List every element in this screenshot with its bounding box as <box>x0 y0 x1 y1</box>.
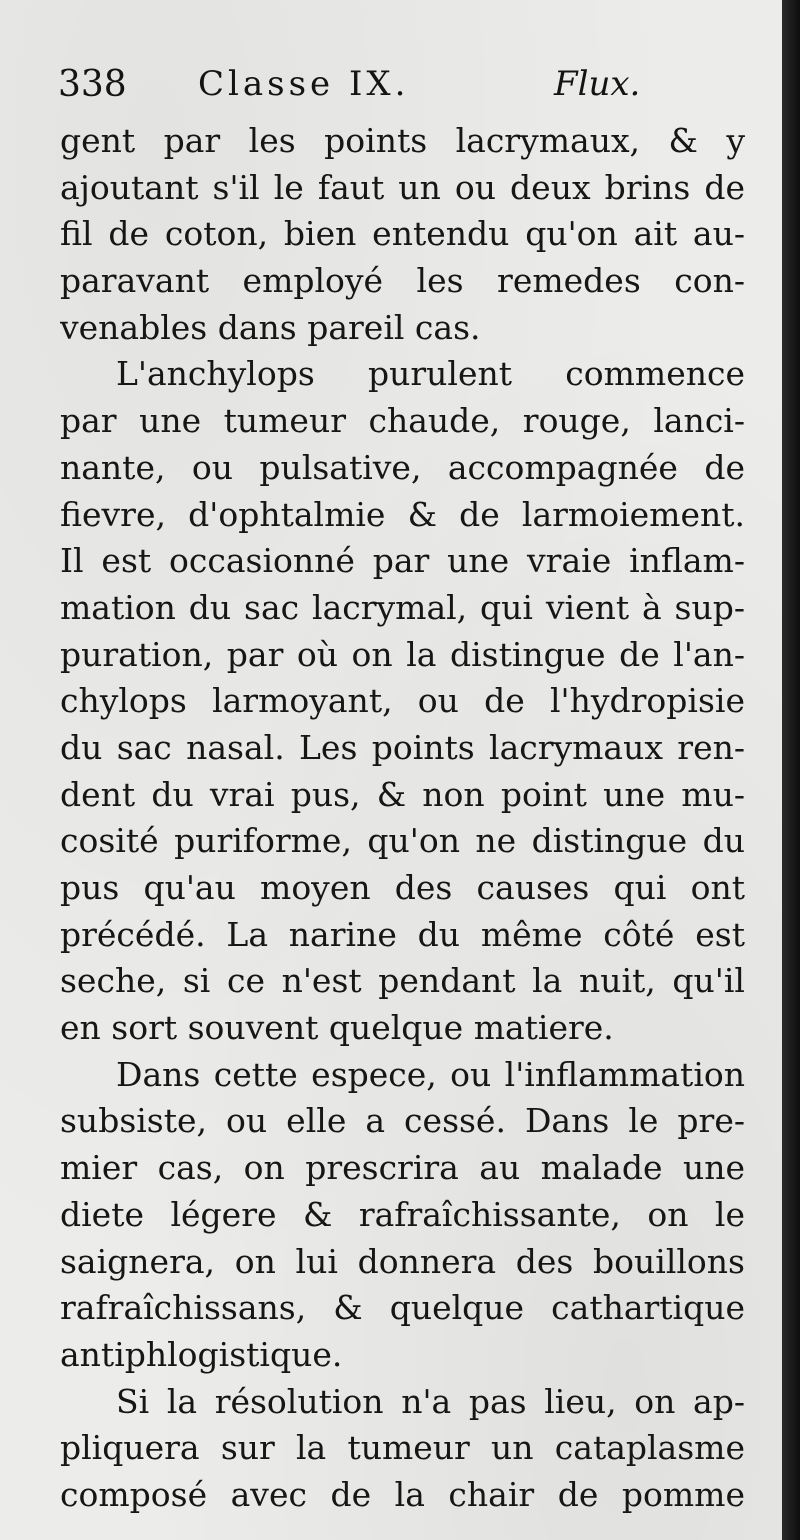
paragraph-start-line: L'anchylops purulent commence <box>116 354 745 394</box>
text-line: diete légere & rafraîchissante, on le <box>60 1194 745 1234</box>
text-line: ajoutant s'il le faut un ou deux brins de <box>60 167 745 207</box>
text-line: fil de coton, bien entendu qu'on ait au- <box>60 214 745 254</box>
text-line: antiphlogistique. <box>60 1334 343 1374</box>
text-line: chylops larmoyant, ou de l'hydropisie <box>60 681 745 721</box>
text-line: composé avec de la chair de pomme <box>60 1474 745 1514</box>
page-number: 338 <box>58 64 127 105</box>
text-line: dent du vrai pus, & non point une mu- <box>60 774 745 814</box>
page-edge-shadow <box>782 0 800 1540</box>
text-line: par une tumeur chaude, rouge, lanci- <box>60 401 745 441</box>
text-line: pliquera sur la tumeur un cataplasme <box>60 1428 745 1468</box>
text-line: précédé. La narine du même côté est <box>60 914 745 954</box>
text-line: du sac nasal. Les points lacrymaux ren- <box>60 727 745 767</box>
text-line: gent par les points lacrymaux, & y <box>60 121 745 160</box>
text-line: venables dans pareil cas. <box>60 307 481 347</box>
text-line: en sort souvent quelque matiere. <box>60 1008 614 1048</box>
text-line: puration, par où on la distingue de l'an- <box>60 634 745 674</box>
text-line: pus qu'au moyen des causes qui ont <box>60 868 745 907</box>
text-line: nante, ou pulsative, accompagnée de <box>60 447 745 487</box>
text-line: fievre, d'ophtalmie & de larmoiement. <box>60 494 745 534</box>
text-line: cosité puriforme, qu'on ne distingue du <box>60 821 745 861</box>
text-line: paravant employé les remedes con- <box>60 261 745 301</box>
paragraph-start-line: Si la résolution n'a pas lieu, on ap- <box>116 1381 745 1421</box>
chapter-subtitle: Flux. <box>554 64 641 104</box>
body-text <box>60 118 745 1519</box>
text-line: mier cas, on prescrira au malade une <box>60 1148 745 1188</box>
running-head <box>58 58 738 108</box>
text-line: rafraîchissans, & quelque cathartique <box>60 1288 745 1328</box>
text-line: seche, si ce n'est pendant la nuit, qu'il <box>60 961 745 1001</box>
text-line: mation du sac lacrymal, qui vient à sup- <box>60 587 745 627</box>
paragraph-start-line: Dans cette espece, ou l'inflammation <box>116 1054 745 1094</box>
chapter-title: Classe IX. <box>198 64 410 104</box>
text-line: subsiste, ou elle a cessé. Dans le pre- <box>60 1101 745 1141</box>
text-line: Il est occasionné par une vraie inflam- <box>60 541 745 581</box>
text-line: saignera, on lui donnera des bouillons <box>60 1241 745 1281</box>
